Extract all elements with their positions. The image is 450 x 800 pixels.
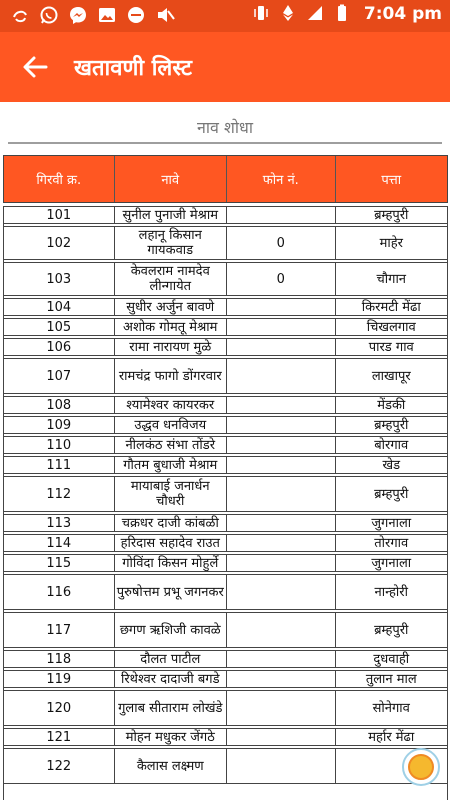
cell-phone: 0 bbox=[227, 227, 336, 259]
table-row[interactable] bbox=[4, 728, 447, 746]
cell-address: जुगनाला bbox=[371, 515, 412, 531]
cell-name: रिथेश्वर दादाजी बगडे bbox=[115, 671, 228, 687]
system-icons bbox=[252, 4, 442, 24]
cell-name: उद्धव धनविजय bbox=[115, 417, 228, 433]
vibrate-icon bbox=[252, 4, 272, 24]
cell-name: गोविंदा किसन मोहुर्ले bbox=[115, 555, 228, 571]
column-header-address: पत्ता bbox=[381, 173, 402, 188]
cell-phone bbox=[227, 339, 336, 355]
cell-id: 106 bbox=[4, 339, 115, 355]
notification-icons bbox=[10, 5, 175, 25]
table-row[interactable] bbox=[4, 338, 447, 356]
table-header bbox=[3, 155, 448, 203]
column-header-phone: फोन नं. bbox=[227, 156, 336, 202]
cell-name: रामचंद्र फागो डोंगरवार bbox=[115, 359, 228, 393]
cell-id: 104 bbox=[4, 299, 115, 315]
cell-name: अशोक गोमतू मेश्राम bbox=[115, 319, 228, 335]
cell-address: ब्रम्हपुरी bbox=[374, 207, 409, 223]
table-row[interactable] bbox=[4, 670, 447, 688]
status-bar bbox=[0, 0, 450, 32]
cell-id: 120 bbox=[4, 691, 115, 725]
cell-phone bbox=[227, 613, 336, 647]
cell-name: गुलाब सीताराम लोखंडे bbox=[115, 691, 228, 725]
cell-name: सुधीर अर्जुन बावणे bbox=[115, 299, 228, 315]
cell-phone bbox=[227, 749, 336, 783]
cell-name: सुनील पुनाजी मेश्राम bbox=[115, 207, 228, 223]
cell-name: मोहन मधुकर जेंगठे bbox=[115, 729, 228, 745]
badge-icon bbox=[408, 754, 434, 780]
cell-address: जुगनाला bbox=[371, 555, 412, 571]
cell-id: 118 bbox=[4, 651, 115, 667]
table-row[interactable] bbox=[4, 358, 447, 394]
cell-name: हरिदास सहादेव राउत bbox=[115, 535, 228, 551]
battery-icon bbox=[333, 4, 353, 24]
cell-id: 103 bbox=[4, 263, 115, 295]
cell-id: 105 bbox=[4, 319, 115, 335]
cell-name: कैलास लक्ष्मण bbox=[115, 749, 228, 783]
cell-address: मेंडकी bbox=[377, 397, 406, 413]
cell-name: गौतम बुधाजी मेश्राम bbox=[115, 457, 228, 473]
table-row[interactable] bbox=[4, 436, 447, 454]
cell-address: तोरगाव bbox=[374, 535, 409, 551]
table-row[interactable] bbox=[4, 262, 447, 296]
table-row[interactable] bbox=[4, 650, 447, 668]
table-row[interactable] bbox=[4, 690, 447, 726]
do-not-disturb-icon bbox=[126, 5, 146, 25]
cell-phone bbox=[227, 457, 336, 473]
cell-phone bbox=[227, 691, 336, 725]
cell-phone bbox=[227, 437, 336, 453]
cell-id: 109 bbox=[4, 417, 115, 433]
cell-address: ब्रम्हपुरी bbox=[374, 417, 409, 433]
app-bar bbox=[0, 32, 450, 102]
cell-address: सोनेगाव bbox=[372, 700, 410, 716]
cell-id: 108 bbox=[4, 397, 115, 413]
table-row[interactable] bbox=[4, 298, 447, 316]
ethereum-icon bbox=[279, 4, 299, 24]
cell-address: नान्होरी bbox=[374, 584, 408, 600]
table-row[interactable] bbox=[4, 456, 447, 474]
cell-address: ब्रम्हपुरी bbox=[374, 486, 409, 502]
back-arrow-icon[interactable] bbox=[20, 52, 50, 82]
table-row[interactable] bbox=[4, 748, 447, 784]
search-field bbox=[8, 112, 442, 144]
cell-phone bbox=[227, 515, 336, 531]
cell-id: 121 bbox=[4, 729, 115, 745]
cell-id: 111 bbox=[4, 457, 115, 473]
cell-address: दुधवाही bbox=[373, 651, 410, 667]
search-input[interactable] bbox=[8, 112, 442, 142]
table-row[interactable] bbox=[4, 612, 447, 648]
cell-name: केवलराम नामदेव लीन्गायेत bbox=[115, 263, 228, 295]
cell-name: दौलत पाटील bbox=[115, 651, 228, 667]
cell-address: लाखापूर bbox=[371, 368, 411, 384]
table-row[interactable] bbox=[4, 318, 447, 336]
cell-phone bbox=[227, 555, 336, 571]
cell-address: मर्हार मेंढा bbox=[368, 729, 415, 745]
cell-id: 102 bbox=[4, 227, 115, 259]
cell-address: तुलान माल bbox=[365, 671, 417, 687]
table-row[interactable] bbox=[4, 226, 447, 260]
cell-id: 110 bbox=[4, 437, 115, 453]
cell-id: 114 bbox=[4, 535, 115, 551]
cell-phone bbox=[227, 651, 336, 667]
column-header-name: नावे bbox=[115, 156, 228, 202]
cell-address: माहेर bbox=[379, 235, 403, 251]
muted-icon bbox=[155, 5, 175, 25]
table-row[interactable] bbox=[4, 396, 447, 414]
cell-id: 116 bbox=[4, 575, 115, 609]
cell-phone bbox=[227, 207, 336, 223]
cell-id: 112 bbox=[4, 477, 115, 511]
table-row[interactable] bbox=[4, 416, 447, 434]
cell-id: 115 bbox=[4, 555, 115, 571]
cell-address: पारड गाव bbox=[368, 339, 414, 355]
cell-name: श्यामेश्वर कायरकर bbox=[115, 397, 228, 413]
gallery-icon bbox=[97, 5, 117, 25]
cell-phone bbox=[227, 299, 336, 315]
cell-id: 107 bbox=[4, 359, 115, 393]
cell-phone bbox=[227, 575, 336, 609]
page-title: खतावणी लिस्ट bbox=[74, 56, 192, 81]
cell-phone bbox=[227, 729, 336, 745]
cell-phone bbox=[227, 319, 336, 335]
floating-badge[interactable] bbox=[402, 748, 440, 786]
cell-address: किरमटी मेंढा bbox=[361, 299, 421, 315]
table-row[interactable] bbox=[4, 534, 447, 552]
ledger-table[interactable] bbox=[3, 206, 448, 800]
cell-address: चिखलगाव bbox=[366, 319, 416, 335]
cell-phone: 0 bbox=[227, 263, 336, 295]
signal-icon bbox=[306, 4, 326, 24]
cell-name: लहानू किसान गायकवाड bbox=[115, 227, 228, 259]
cell-phone bbox=[227, 359, 336, 393]
table-row[interactable] bbox=[4, 476, 447, 512]
cell-name: मायाबाई जनार्धन चौधरी bbox=[115, 477, 228, 511]
cell-phone bbox=[227, 477, 336, 511]
cell-name: पुरुषोत्तम प्रभू जगनकर bbox=[115, 575, 228, 609]
cell-address: बोरगाव bbox=[374, 437, 409, 453]
cell-phone bbox=[227, 397, 336, 413]
cell-id: 117 bbox=[4, 613, 115, 647]
cell-id: 119 bbox=[4, 671, 115, 687]
messenger-icon bbox=[68, 5, 88, 25]
cell-name: चक्रधर दाजी कांबळी bbox=[115, 515, 228, 531]
clock: 7:04 pm bbox=[363, 4, 442, 24]
cell-name: रामा नारायण मुळे bbox=[115, 339, 228, 355]
table-row[interactable] bbox=[4, 574, 447, 610]
cell-address: खेड bbox=[382, 457, 401, 473]
cell-phone bbox=[227, 417, 336, 433]
cell-address: ब्रम्हपुरी bbox=[374, 622, 409, 638]
table-row[interactable] bbox=[4, 206, 447, 224]
cell-name: छगण ऋशिजी कावळे bbox=[115, 613, 228, 647]
cell-id: 113 bbox=[4, 515, 115, 531]
column-header-id: गिरवी क्र. bbox=[4, 156, 115, 202]
table-row[interactable] bbox=[4, 514, 447, 532]
app-notification-icon bbox=[10, 5, 30, 25]
cell-id: 122 bbox=[4, 749, 115, 783]
cell-phone bbox=[227, 535, 336, 551]
whatsapp-icon bbox=[39, 5, 59, 25]
cell-phone bbox=[227, 671, 336, 687]
table-row[interactable] bbox=[4, 554, 447, 572]
cell-name: नीलकंठ संभा तोंडरे bbox=[115, 437, 228, 453]
cell-address: चौगान bbox=[376, 271, 407, 287]
cell-id: 101 bbox=[4, 207, 115, 223]
